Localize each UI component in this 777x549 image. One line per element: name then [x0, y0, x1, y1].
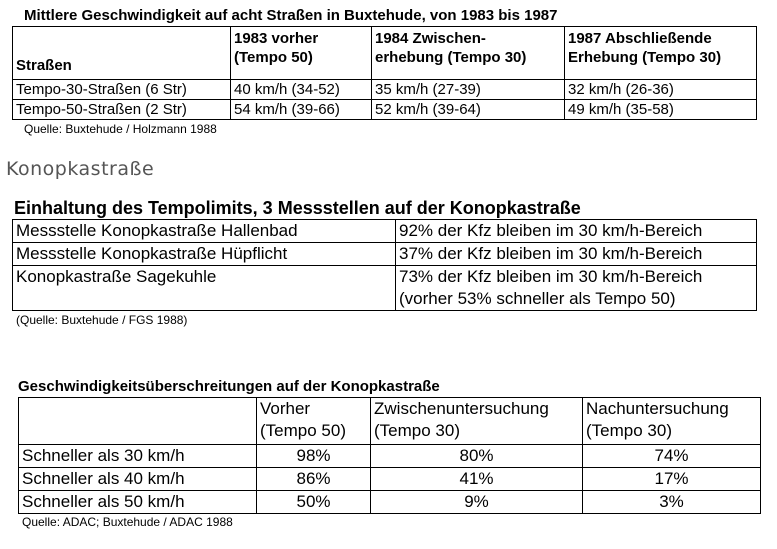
table-cell: 40 km/h (34-52): [231, 80, 372, 100]
table3-source: Quelle: ADAC; Buxtehude / ADAC 1988: [22, 515, 233, 529]
table-row: [13, 243, 757, 266]
table-cell: 98%: [257, 445, 371, 468]
header-cell: Nachuntersuchung (Tempo 30): [583, 398, 761, 445]
table-cell: 41%: [371, 468, 583, 491]
compliance-table: [12, 219, 757, 311]
header-cell: 1984 Zwischen- erhebung (Tempo 30): [372, 27, 565, 80]
table-row: [19, 445, 761, 468]
table-cell: 52 km/h (39-64): [372, 100, 565, 120]
table-cell: Konopkastraße Sagekuhle: [13, 266, 396, 311]
table-cell: 74%: [583, 445, 761, 468]
table-cell: Schneller als 40 km/h: [19, 468, 257, 491]
table-cell: Tempo-50-Straßen (2 Str): [13, 100, 231, 120]
speeding-table: [18, 397, 761, 514]
table-cell: Tempo-30-Straßen (6 Str): [13, 80, 231, 100]
section-title: Konopkastraße: [6, 158, 155, 180]
table-cell: 54 km/h (39-66): [231, 100, 372, 120]
table-row: [13, 100, 757, 120]
header-cell: Zwischenuntersuchung (Tempo 30): [371, 398, 583, 445]
table-cell: 49 km/h (35-58): [565, 100, 757, 120]
table-cell: 92% der Kfz bleiben im 30 km/h-Bereich: [396, 220, 757, 243]
table-cell: 17%: [583, 468, 761, 491]
table-cell: 73% der Kfz bleiben im 30 km/h-Bereich (vorher 53% schneller als Tempo 50): [396, 266, 757, 311]
speed-table: [12, 26, 757, 120]
table-cell: Messstelle Konopkastraße Hallenbad: [13, 220, 396, 243]
table-row: [19, 491, 761, 514]
table-row: [13, 266, 757, 311]
table3-title: Geschwindigkeitsüberschreitungen auf der Konopkastraße: [18, 378, 440, 395]
table-row: [13, 80, 757, 100]
table-row: [13, 220, 757, 243]
table-cell: 3%: [583, 491, 761, 514]
table2-source: (Quelle: Buxtehude / FGS 1988): [16, 313, 188, 327]
table-cell: Schneller als 50 km/h: [19, 491, 257, 514]
table2-title: Einhaltung des Tempolimits, 3 Messstellen auf der Konopkastraße: [14, 198, 581, 218]
table1-source: Quelle: Buxtehude / Holzmann 1988: [24, 122, 217, 136]
table-cell: 9%: [371, 491, 583, 514]
table-header-row: [19, 398, 761, 445]
table-cell: 35 km/h (27-39): [372, 80, 565, 100]
header-cell: 1983 vorher (Tempo 50): [231, 27, 372, 80]
table-cell: 80%: [371, 445, 583, 468]
table-header-row: [13, 27, 757, 80]
header-cell: [19, 398, 257, 445]
table-row: [19, 468, 761, 491]
table-cell: 32 km/h (26-36): [565, 80, 757, 100]
table-cell: 37% der Kfz bleiben im 30 km/h-Bereich: [396, 243, 757, 266]
table1-title: Mittlere Geschwindigkeit auf acht Straßen in Buxtehude, von 1983 bis 1987: [24, 7, 558, 24]
table-cell: 86%: [257, 468, 371, 491]
table-cell: 50%: [257, 491, 371, 514]
header-cell: Vorher (Tempo 50): [257, 398, 371, 445]
header-cell: Straßen: [13, 27, 231, 80]
table-cell: Messstelle Konopkastraße Hüpflicht: [13, 243, 396, 266]
table-cell: Schneller als 30 km/h: [19, 445, 257, 468]
header-cell: 1987 Abschließende Erhebung (Tempo 30): [565, 27, 757, 80]
